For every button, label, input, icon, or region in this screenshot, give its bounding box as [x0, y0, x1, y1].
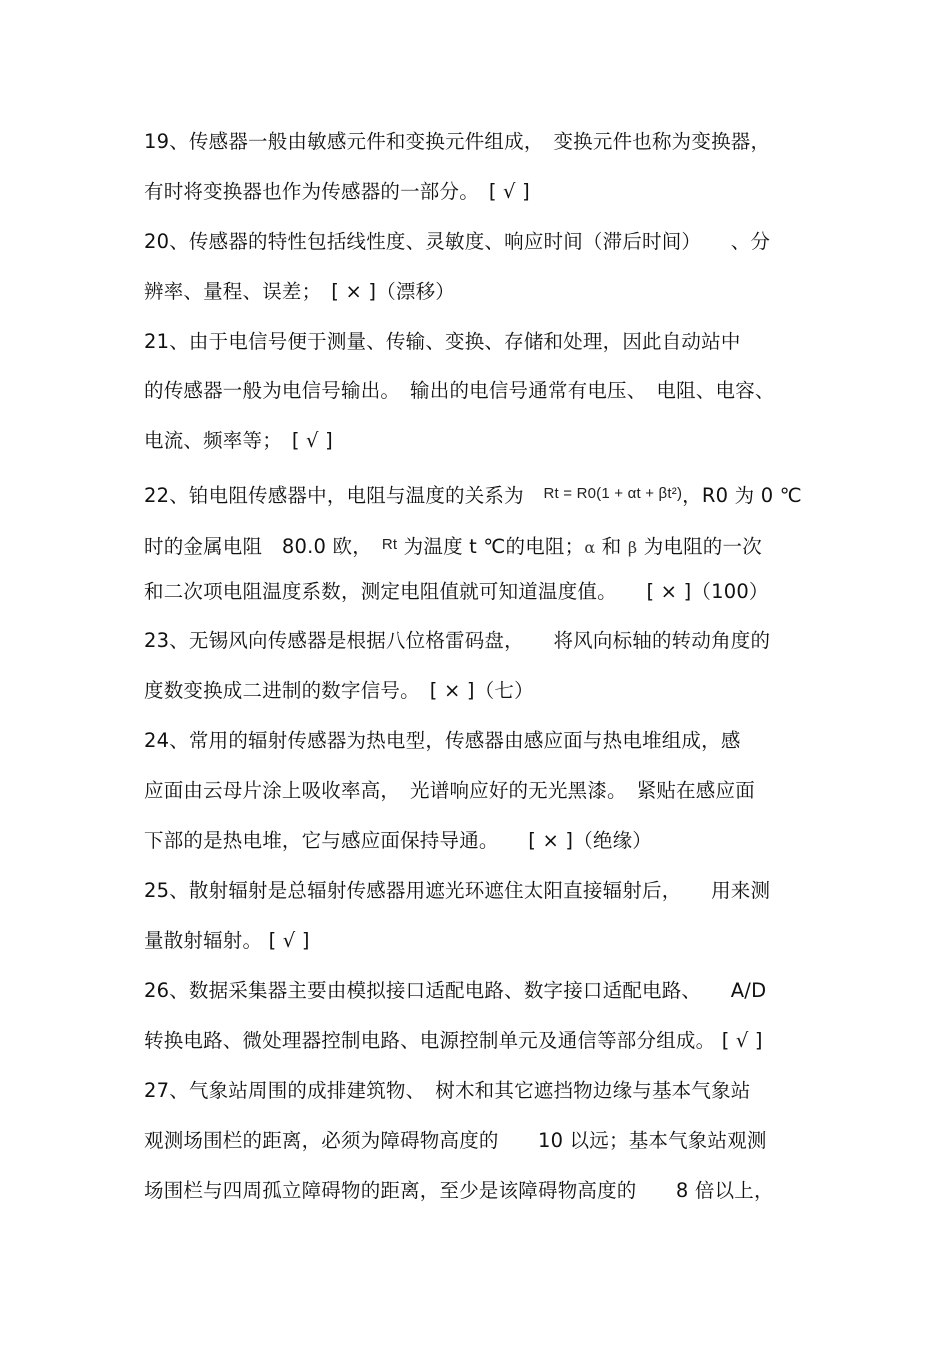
- q22-line-2-mid: 为温度 t ℃的电阻；: [397, 535, 585, 558]
- q22-line-1-tail: ，R0 为 0 ℃: [682, 484, 802, 507]
- q20-line-1: 20、传感器的特性包括线性度、灵敏度、响应时间（滞后时间） 、分: [144, 230, 771, 253]
- q26-line-2: 转换电路、微处理器控制电路、电源控制单元及通信等部分组成。 [ √ ]: [144, 1029, 763, 1052]
- q19-line-1: 19、传感器一般由敏感元件和变换元件组成， 变换元件也称为变换器，: [144, 130, 771, 153]
- q21-line-3: 电流、频率等； [ √ ]: [144, 429, 333, 452]
- q22-line-2-text: 时的金属电阻 80.0 欧，: [144, 535, 382, 558]
- q26-line-1: 26、数据采集器主要由模拟接口适配电路、数字接口适配电路、 A/D: [144, 979, 767, 1002]
- q27-line-2: 观测场围栏的距离，必须为障碍物高度的 10 以远；基本气象站观测: [144, 1129, 767, 1152]
- q21-line-1: 21、由于电信号便于测量、传输、变换、存储和处理，因此自动站中: [144, 330, 741, 353]
- q24-line-1: 24、常用的辐射传感器为热电型，传感器由感应面与热电堆组成，感: [144, 729, 741, 752]
- q25-line-2: 量散射辐射。 [ √ ]: [144, 929, 310, 952]
- resistance-formula: Rt = R0(1 + αt + βt²): [543, 485, 683, 502]
- beta-symbol: β: [627, 538, 638, 557]
- q27-line-1: 27、气象站周围的成排建筑物、 树木和其它遮挡物边缘与基本气象站: [144, 1079, 751, 1102]
- q24-line-3: 下部的是热电堆，它与感应面保持导通。 [ × ]（绝缘）: [144, 829, 653, 852]
- q23-line-2: 度数变换成二进制的数字信号。 [ × ]（七）: [144, 679, 534, 702]
- q22-line-1: [144, 478, 802, 510]
- alpha-symbol: α: [584, 538, 596, 557]
- q22-line-1-text: 22、铂电阻传感器中，电阻与温度的关系为: [144, 484, 544, 507]
- q19-line-2: 有时将变换器也作为传感器的一部分。 [ √ ]: [144, 180, 530, 203]
- q21-line-2: 的传感器一般为电信号输出。 输出的电信号通常有电压、 电阻、电容、: [144, 379, 775, 402]
- q25-line-1: 25、散射辐射是总辐射传感器用遮光环遮住太阳直接辐射后， 用来测: [144, 879, 771, 902]
- rt-symbol: Rt: [381, 536, 398, 553]
- q22-line-3: 和二次项电阻温度系数，测定电阻值就可知道温度值。 [ × ]（100）: [144, 580, 769, 603]
- q22-line-2: [144, 529, 762, 561]
- q22-line-2-tail: 为电阻的一次: [637, 535, 762, 558]
- q23-line-1: 23、无锡风向传感器是根据八位格雷码盘， 将风向标轴的转动角度的: [144, 629, 771, 652]
- q27-line-3: 场围栏与四周孤立障碍物的距离，至少是该障碍物高度的 8 倍以上，: [144, 1179, 774, 1202]
- q22-line-2-and: 和: [595, 535, 628, 558]
- q24-line-2: 应面由云母片涂上吸收率高， 光谱响应好的无光黑漆。 紧贴在感应面: [144, 779, 755, 802]
- q20-line-2: 辨率、量程、误差； [ × ]（漂移）: [144, 280, 456, 303]
